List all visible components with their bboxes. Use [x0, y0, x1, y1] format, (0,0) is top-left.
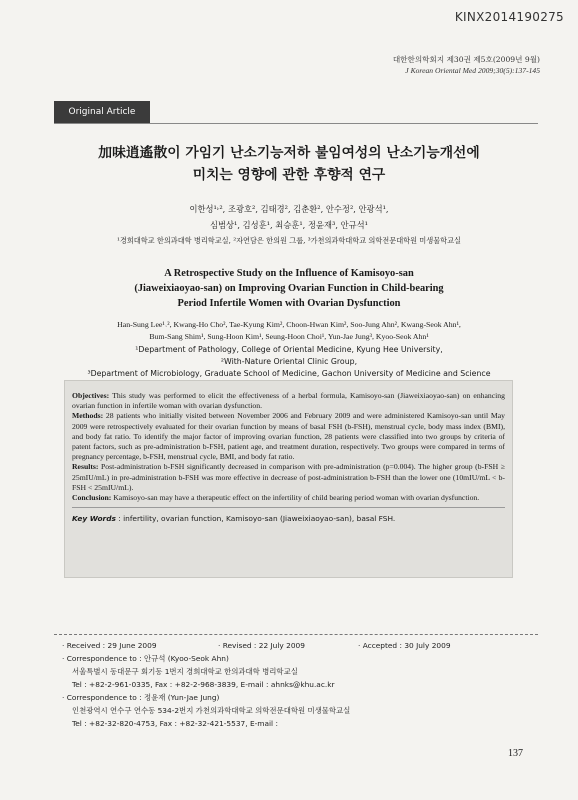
- objectives-label: Objectives:: [72, 391, 110, 400]
- english-authors: [36, 319, 542, 342]
- abstract-objectives: [72, 391, 505, 411]
- methods-text: 28 patients who initially visited between November 2006 and February 2009 and were administered Kamisoyo-san until May 2009 were retrospectively evaluated for their ovarian function by means of basal FSH (b-FSH), menstrual cycle, body mass index (BMI), and body fat ratio. To identify the major factor of improving ovarian function, 28 patients were classified into two groups by criteria of patent factors, such as pre-administration b-FSH, patient age, and treatment duration, respectively. Two groups were compared in terms of pregnancy percentage, b-FSH, menstrual cycle, BMI, and body fat ratio.: [72, 411, 505, 462]
- english-affiliation-1: ¹Department of Pathology, College of Oriental Medicine, Kyung Hee University,: [135, 345, 443, 354]
- results-text: Post-administration b-FSH significantly decreased in comparison with pre-administration (p=0.004). The higher group (b-FSH ≥ 25mIU/mL) in pre-administration b-FSH was more effective in decrease of post-administration b-FSH than the lower one (10mIU/mL < b-FSH < 25mIU/mL).: [72, 462, 505, 492]
- english-title-line-3: Period Infertile Women with Ovarian Dysfunction: [177, 298, 401, 309]
- accepted-date: · Accepted : 30 July 2009: [358, 641, 451, 650]
- correspondence-2-address: 인천광역시 연수구 연수동 534-2번지 가천의과학대학교 의학전문대학원 미생물학교실: [72, 706, 351, 715]
- footer-rule: [54, 634, 538, 635]
- correspondence-2-contact: Tel : +82-32-820-4753, Fax : +82-32-421-5537, E-mail :: [72, 719, 278, 728]
- keywords-label: Key Words: [72, 514, 116, 524]
- abstract-conclusion: [72, 493, 505, 503]
- methods-label: Methods:: [72, 411, 104, 421]
- korean-authors-line-1: 이한성¹˒², 조광호², 김태경², 김춘환², 안수정², 안광석¹,: [189, 204, 389, 214]
- keywords: [72, 507, 505, 524]
- korean-authors: [40, 201, 538, 233]
- journal-name-korean: 대한한의학회지 제30권 제5호(2009년 9월): [392, 55, 540, 64]
- article-type-badge: Original Article: [54, 101, 150, 123]
- korean-authors-line-2: 심범상¹, 김성훈¹, 최승훈¹, 정윤재³, 안규석¹: [210, 220, 368, 230]
- english-affiliation-2: ²With-Nature Oriental Clinic Group,: [220, 357, 358, 366]
- journal-name-english: J Korean Oriental Med 2009;30(5):137-145: [405, 66, 540, 75]
- korean-title-line-1: 加味逍遙散이 가임기 난소기능저하 불임여성의 난소기능개선에: [98, 145, 480, 161]
- korean-affiliations: ¹경희대학교 한의과대학 병리학교실, ²자연담은 한의원 그룹, ³가천의과학대학교 의학전문대학원 미생물학교실: [117, 236, 461, 245]
- english-affiliations: [30, 344, 548, 380]
- english-authors-line-1: Han-Sung Lee¹˒², Kwang-Ho Cho², Tae-Kyung Kim², Choon-Hwan Kim², Soo-Jung Ahn², Kwang-Seok Ahn¹,: [117, 320, 461, 329]
- correspondence-1-contact: Tel : +82-2-961-0335, Fax : +82-2-968-3839, E-mail : ahnks@khu.ac.kr: [72, 680, 335, 689]
- english-authors-line-2: Bum-Sang Shim¹, Sung-Hoon Kim¹, Seung-Hoon Choi¹, Yun-Jae Jung³, Kyoo-Seok Ahn¹: [149, 331, 429, 341]
- correspondence-1-address: 서울특별시 동대문구 회기동 1번지 경희대학교 한의과대학 병리학교실: [72, 667, 298, 676]
- abstract-methods: [72, 411, 505, 462]
- abstract-box: [64, 380, 513, 578]
- correspondence-1-title: · Correspondence to : 안규석 (Kyoo-Seok Ahn): [62, 654, 229, 663]
- results-label: Results:: [72, 462, 99, 472]
- english-affiliation-3: ³Department of Microbiology, Graduate School of Medicine, Gachon University of Medicine and Science: [87, 369, 491, 378]
- english-title-line-1: A Retrospective Study on the Influence of Kamisoyo-san: [164, 268, 414, 279]
- revised-date: · Revised : 22 July 2009: [218, 641, 305, 650]
- conclusion-text: Kamisoyo-san may have a therapeutic effect on the infertility of child bearing period woman with ovarian dysfunction.: [111, 493, 480, 503]
- abstract-results: [72, 462, 505, 493]
- english-title: [40, 266, 538, 311]
- conclusion-label: Conclusion:: [72, 493, 112, 503]
- english-title-line-2: (Jiaweixiaoyao-san) on Improving Ovarian Function in Child-bearing: [134, 283, 444, 294]
- page-number: 137: [508, 748, 523, 759]
- keywords-text: : infertility, ovarian function, Kamisoyo-san (Jiaweixiaoyao-san), basal FSH.: [118, 514, 396, 524]
- header-rule: [54, 123, 538, 124]
- korean-title-line-2: 미치는 영향에 관한 후향적 연구: [192, 167, 386, 183]
- received-date: · Received : 29 June 2009: [62, 641, 157, 650]
- correspondence-2-title: · Correspondence to : 정윤재 (Yun-Jae Jung): [62, 693, 220, 702]
- document-id: KINX2014190275: [454, 10, 564, 24]
- journal-citation: [393, 54, 540, 76]
- korean-title: [40, 142, 538, 186]
- objectives-text: This study was performed to elicit the effectiveness of a herbal formula, Kamisoyo-san (Jiaweixiaoyao-san) on enhancing ovarian function in infertile woman with ovarian dysfunction.: [72, 391, 505, 411]
